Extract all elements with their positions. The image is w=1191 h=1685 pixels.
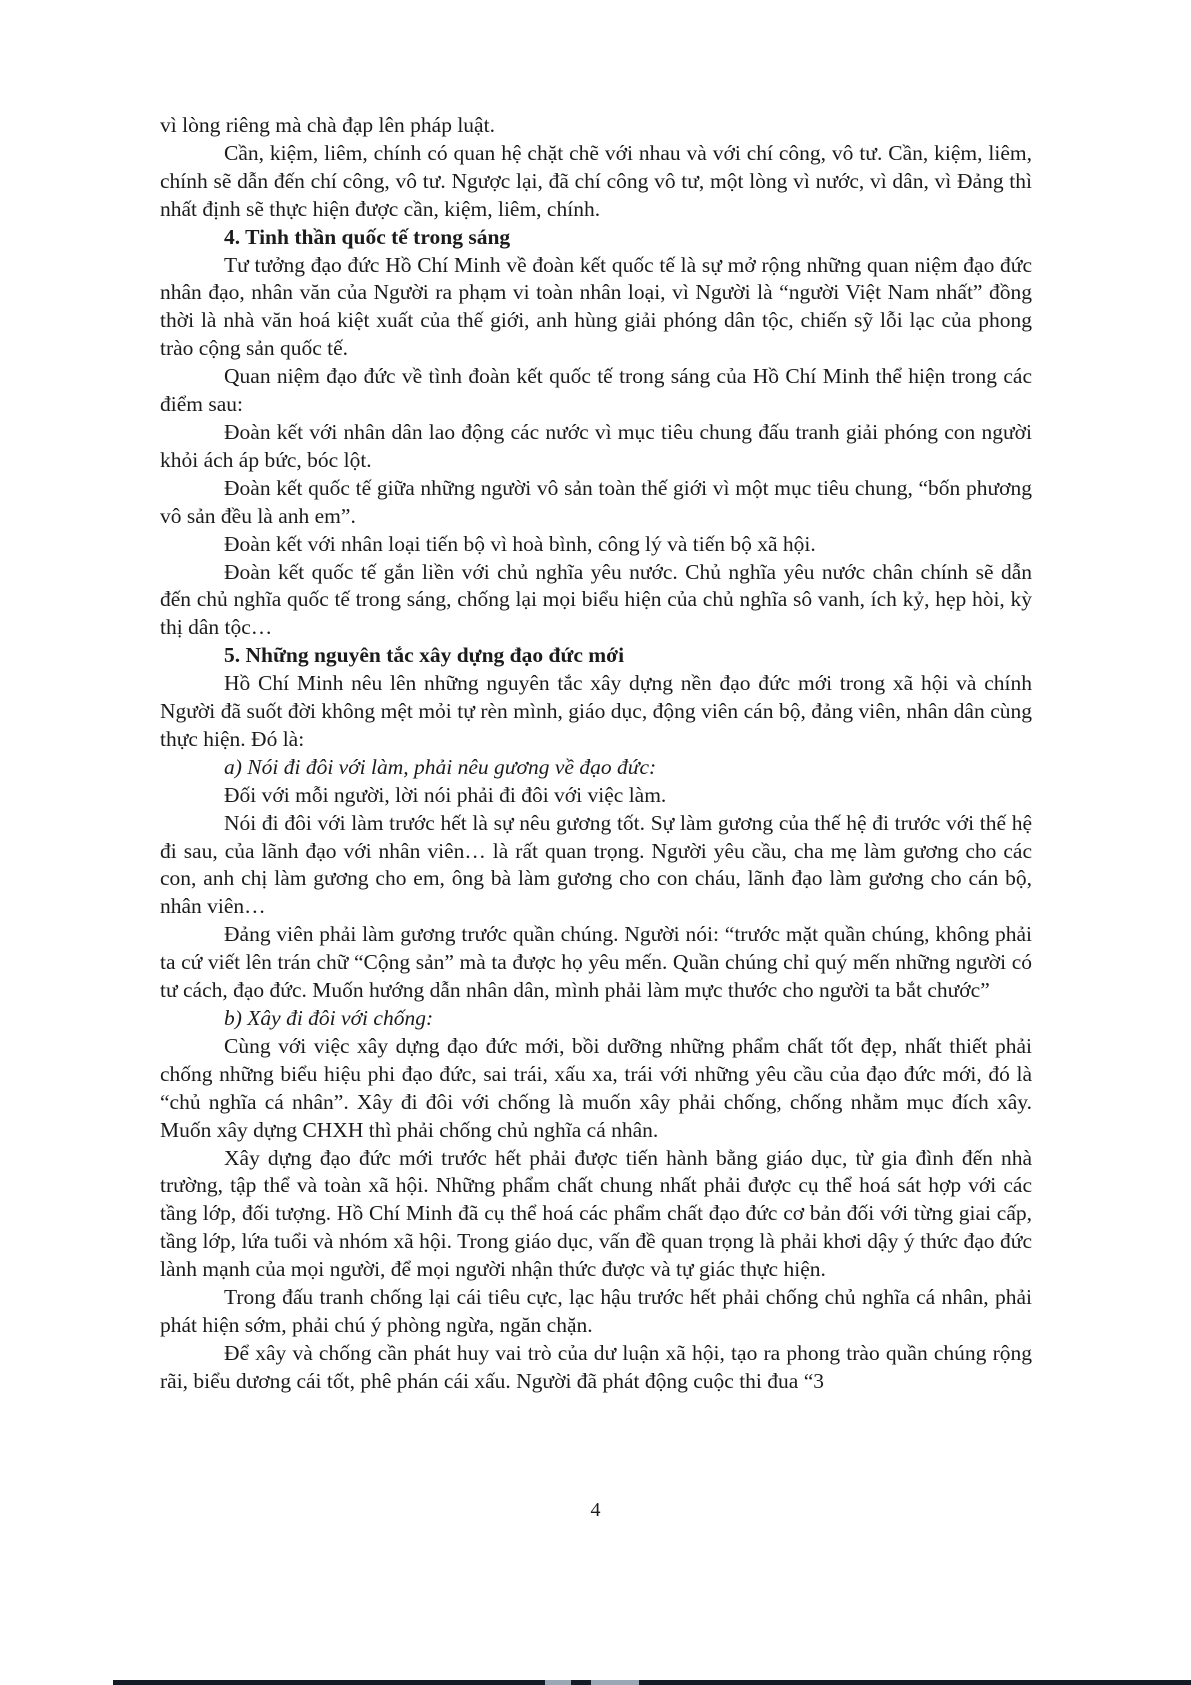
page-number: 4 (590, 1499, 601, 1521)
paragraph: Nói đi đôi với làm trước hết là sự nêu gương tốt. Sự làm gương của thế hệ đi trước với thế hệ đi sau, của lãnh đạo với nhân viên… là rất quan trọng. Người yêu cầu, cha mẹ làm gương cho các con, anh chị làm gương cho em, ông bà làm gương cho con cháu, lãnh đạo làm gương cho cán bộ, nhân viên… (160, 810, 1032, 919)
subsection-label: a) Nói đi đôi với làm, phải nêu gương về đạo đức: (224, 754, 657, 779)
paragraph: Đảng viên phải làm gương trước quần chúng. Người nói: “trước mặt quần chúng, không phải ta cứ viết lên trán chữ “Cộng sản” mà ta được họ yêu mến. Quần chúng chỉ quý mến những người có tư cách, đạo đức. Muốn hướng dẫn nhân dân, mình phải làm mực thước cho người ta bắt chước” (160, 922, 1032, 1003)
paragraph: Đoàn kết với nhân loại tiến bộ vì hoà bình, công lý và tiến bộ xã hội. (224, 531, 816, 556)
scan-artifact-line (113, 1680, 1191, 1685)
scan-artifact-gap (545, 1680, 571, 1685)
paragraph: Trong đấu tranh chống lại cái tiêu cực, lạc hậu trước hết phải chống chủ nghĩa cá nhân, phải phát hiện sớm, phải chú ý phòng ngừa, ngăn chặn. (160, 1285, 1032, 1337)
paragraph: Cùng với việc xây dựng đạo đức mới, bồi dưỡng những phẩm chất tốt đẹp, nhất thiết phải chống những biểu hiệu phi đạo đức, sai trái, xấu xa, trái với những yêu cầu của đạo đức mới, đó là “chủ nghĩa cá nhân”. Xây đi đôi với chống là muốn xây phải chống, chống nhằm mục đích xây. Muốn xây dựng CHXH thì phải chống chủ nghĩa cá nhân. (160, 1033, 1032, 1142)
paragraph: vì lòng riêng mà chà đạp lên pháp luật. (160, 113, 495, 137)
section-heading: 5. Những nguyên tắc xây dựng đạo đức mới (224, 643, 625, 668)
section-heading: 4. Tinh thần quốc tế trong sáng (224, 224, 511, 249)
paragraph: Đối với mỗi người, lời nói phải đi đôi với việc làm. (224, 782, 667, 807)
scan-artifact-gap (591, 1680, 639, 1685)
subsection-label: b) Xây đi đôi với chống: (224, 1006, 434, 1030)
paragraph: Đoàn kết với nhân dân lao động các nước vì mục tiêu chung đấu tranh giải phóng con người khỏi ách áp bức, bóc lột. (160, 419, 1032, 472)
paragraph: Xây dựng đạo đức mới trước hết phải được tiến hành bằng giáo dục, từ gia đình đến nhà trường, tập thể và toàn xã hội. Những phẩm chất chung nhất phải được cụ thể hoá sát hợp với các tầng lớp, đối tượng. Hồ Chí Minh đã cụ thể hoá các phẩm chất đạo đức cơ bản đối với từng giai cấp, tầng lớp, lứa tuổi và nhóm xã hội. Trong giáo dục, vấn đề quan trọng là phải khơi dậy ý thức đạo đức lành mạnh của mọi người, để mọi người nhận thức được và tự giác thực hiện. (160, 1145, 1032, 1282)
paragraph: Quan niệm đạo đức về tình đoàn kết quốc tế trong sáng của Hồ Chí Minh thể hiện trong các điểm sau: (160, 364, 1032, 417)
paragraph: Đoàn kết quốc tế gắn liền với chủ nghĩa yêu nước. Chủ nghĩa yêu nước chân chính sẽ dẫn đến chủ nghĩa quốc tế trong sáng, chống lại mọi biểu hiện của chủ nghĩa sô vanh, ích kỷ, hẹp hòi, kỳ thị dân tộc… (160, 559, 1032, 640)
paragraph: Đoàn kết quốc tế giữa những người vô sản toàn thế giới vì một mục tiêu chung, “bốn phương vô sản đều là anh em”. (160, 475, 1032, 528)
paragraph: Tư tưởng đạo đức Hồ Chí Minh về đoàn kết quốc tế là sự mở rộng những quan niệm đạo đức nhân đạo, nhân văn của Người ra phạm vi toàn nhân loại, vì Người là “người Việt Nam nhất” đồng thời là nhà văn hoá kiệt xuất của thế giới, anh hùng giải phóng dân tộc, chiến sỹ lỗi lạc của phong trào cộng sản quốc tế. (160, 252, 1032, 361)
paragraph: Hồ Chí Minh nêu lên những nguyên tắc xây dựng nền đạo đức mới trong xã hội và chính Người đã suốt đời không mệt mỏi tự rèn mình, giáo dục, động viên cán bộ, đảng viên, nhân dân cùng thực hiện. Đó là: (160, 671, 1032, 751)
paragraph: Cần, kiệm, liêm, chính có quan hệ chặt chẽ với nhau và với chí công, vô tư. Cần, kiệm, liêm, chính sẽ dẫn đến chí công, vô tư. Ngược lại, đã chí công vô tư, một lòng vì nước, vì dân, vì Đảng thì nhất định sẽ thực hiện được cần, kiệm, liêm, chính. (160, 140, 1032, 221)
document-body (160, 112, 1032, 1396)
paragraph: Để xây và chống cần phát huy vai trò của dư luận xã hội, tạo ra phong trào quần chúng rộng rãi, biểu dương cái tốt, phê phán cái xấu. Người đã phát động cuộc thi đua “3 (160, 1340, 1032, 1393)
